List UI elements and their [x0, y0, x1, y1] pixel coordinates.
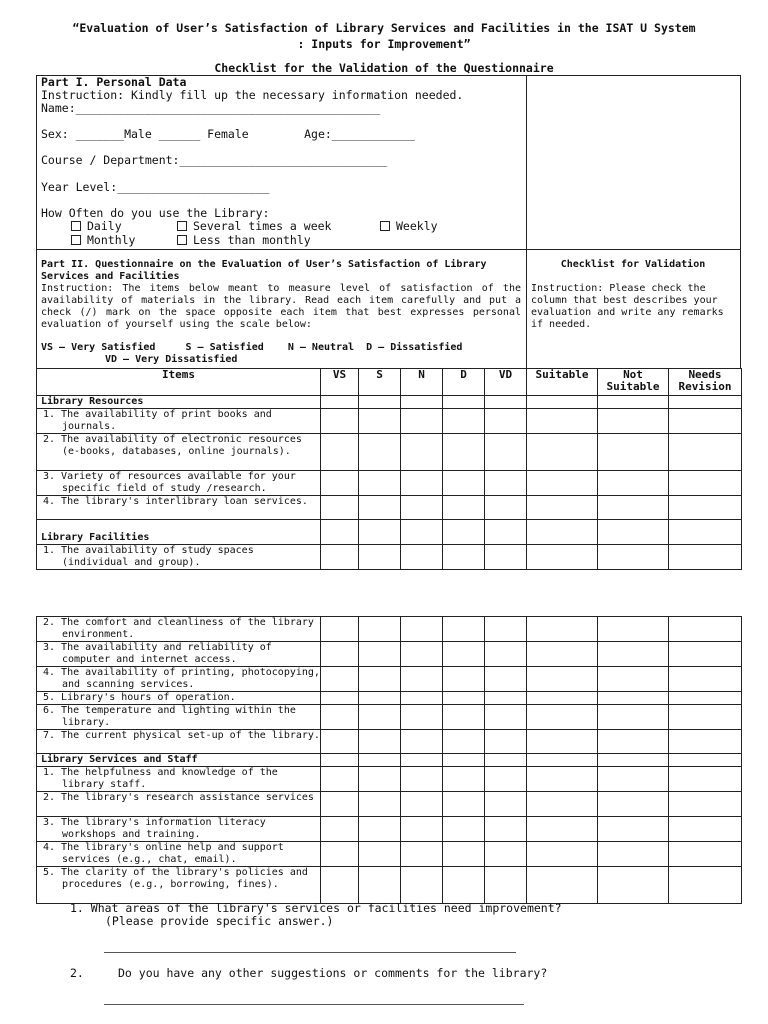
rating-cell-suitable[interactable]: [527, 434, 598, 471]
rating-cell-d[interactable]: [443, 817, 485, 842]
document-title-line2: : Inputs for Improvement”: [297, 37, 471, 51]
item-cell: [37, 842, 321, 867]
column-header-d: D: [443, 369, 485, 396]
item-cell: [37, 817, 321, 842]
item-text: 3. Variety of resources available for your specific field of study /research.: [43, 471, 296, 494]
rating-cell-suitable[interactable]: [527, 667, 598, 692]
rating-scale-line2: VD – Very Dissatisfied: [105, 354, 238, 365]
rating-cell-s[interactable]: [359, 409, 401, 434]
checkbox-icon[interactable]: [71, 235, 81, 245]
rating-cell-vd[interactable]: [485, 692, 527, 705]
rating-cell-n[interactable]: [401, 867, 443, 904]
item-cell: [37, 792, 321, 817]
item-text: 1. The availability of print books and journals.: [43, 409, 272, 432]
table-row: [37, 545, 742, 570]
part1-instruction: Instruction: Kindly fill up the necessary information needed.: [41, 88, 464, 102]
part2-heading: Part II. Questionnaire on the Evaluation of User’s Satisfaction of Library Services and Facilities: [41, 259, 487, 282]
rating-cell-n[interactable]: [401, 842, 443, 867]
checkbox-icon[interactable]: [177, 235, 187, 245]
rating-cell-not-suitable[interactable]: [598, 434, 669, 471]
open-question-1-note: (Please provide specific answer.): [105, 914, 334, 928]
rating-cell-s[interactable]: [359, 471, 401, 496]
option-monthly[interactable]: Monthly: [71, 234, 135, 247]
rating-cell-d[interactable]: [443, 545, 485, 570]
item-text: 3. The availability and reliability of computer and internet access.: [43, 642, 272, 665]
rating-cell-d[interactable]: [443, 396, 485, 409]
rating-cell-d[interactable]: [443, 767, 485, 792]
table-header-row: [37, 369, 742, 396]
rating-cell-vs[interactable]: [321, 817, 359, 842]
item-cell: [37, 730, 321, 754]
rating-cell-vd[interactable]: [485, 792, 527, 817]
rating-cell-suitable[interactable]: [527, 617, 598, 642]
item-text: 4. The availability of printing, photocopying, and scanning services.: [43, 667, 320, 690]
column-header-suitable: Suitable: [527, 369, 598, 396]
rating-cell-suitable[interactable]: [527, 792, 598, 817]
rating-cell-vd[interactable]: [485, 496, 527, 520]
rating-cell-suitable[interactable]: [527, 642, 598, 667]
rating-cell-d[interactable]: [443, 754, 485, 767]
rating-cell-suitable[interactable]: [527, 471, 598, 496]
answer-line-2[interactable]: [104, 1004, 524, 1005]
rating-cell-d[interactable]: [443, 692, 485, 705]
rating-cell-n[interactable]: [401, 754, 443, 767]
rating-cell-needs-revision[interactable]: [669, 667, 742, 692]
rating-cell-s[interactable]: [359, 842, 401, 867]
rating-cell-needs-revision[interactable]: [669, 867, 742, 904]
option-weekly[interactable]: Weekly: [380, 220, 438, 233]
rating-cell-d[interactable]: [443, 434, 485, 471]
rating-cell-vs[interactable]: [321, 792, 359, 817]
rating-cell-needs-revision[interactable]: [669, 396, 742, 409]
rating-cell-s[interactable]: [359, 705, 401, 730]
rating-cell-vs[interactable]: [321, 545, 359, 570]
table-row: [37, 867, 742, 904]
rating-cell-vs[interactable]: [321, 396, 359, 409]
section-label: [37, 396, 321, 409]
rating-cell-suitable[interactable]: [527, 817, 598, 842]
rating-cell-needs-revision[interactable]: [669, 705, 742, 730]
rating-cell-suitable[interactable]: [527, 496, 598, 520]
rating-cell-vd[interactable]: [485, 642, 527, 667]
rating-cell-needs-revision[interactable]: [669, 409, 742, 434]
item-cell: [37, 496, 321, 520]
rating-cell-vd[interactable]: [485, 867, 527, 904]
questionnaire-table-page1: [36, 368, 742, 570]
validation-heading: Checklist for Validation: [560, 259, 706, 270]
table-row: [37, 817, 742, 842]
document-title-line1: “Evaluation of User’s Satisfaction of Library Services and Facilities in the ISAT U System: [72, 21, 696, 35]
item-cell: [37, 545, 321, 570]
table-row: [37, 667, 742, 692]
rating-cell-needs-revision[interactable]: [669, 754, 742, 767]
library-frequency-question: How Often do you use the Library:: [41, 206, 270, 220]
rating-cell-s[interactable]: [359, 767, 401, 792]
rating-cell-not-suitable[interactable]: [598, 730, 669, 754]
item-cell: [37, 705, 321, 730]
item-cell: [37, 692, 321, 705]
table-row: [37, 617, 742, 642]
answer-line-1[interactable]: [104, 952, 516, 953]
rating-cell-d[interactable]: [443, 642, 485, 667]
rating-cell-n[interactable]: [401, 434, 443, 471]
rating-cell-d[interactable]: [443, 409, 485, 434]
section-title: Library Services and Staff: [41, 754, 198, 765]
rating-cell-vd[interactable]: [485, 396, 527, 409]
table-row: [37, 792, 742, 817]
rating-cell-vs[interactable]: [321, 842, 359, 867]
rating-cell-n[interactable]: [401, 496, 443, 520]
rating-cell-not-suitable[interactable]: [598, 667, 669, 692]
course-department-field[interactable]: Course / Department:______________________________: [41, 153, 388, 167]
rating-cell-suitable[interactable]: [527, 705, 598, 730]
rating-cell-not-suitable[interactable]: [598, 692, 669, 705]
table-row: [37, 730, 742, 754]
rating-cell-n[interactable]: [401, 520, 443, 545]
table-row: [37, 842, 742, 867]
rating-cell-s[interactable]: [359, 667, 401, 692]
rating-cell-n[interactable]: [401, 692, 443, 705]
rating-cell-suitable[interactable]: [527, 692, 598, 705]
rating-cell-needs-revision[interactable]: [669, 471, 742, 496]
table-row: [37, 767, 742, 792]
table-row: [37, 434, 742, 471]
rating-cell-s[interactable]: [359, 642, 401, 667]
validation-column-divider: [526, 75, 527, 370]
item-cell: [37, 867, 321, 904]
rating-cell-d[interactable]: [443, 842, 485, 867]
item-cell: [37, 667, 321, 692]
checkbox-icon[interactable]: [380, 221, 390, 231]
rating-cell-vd[interactable]: [485, 754, 527, 767]
rating-cell-s[interactable]: [359, 792, 401, 817]
rating-cell-vd[interactable]: [485, 545, 527, 570]
rating-cell-n[interactable]: [401, 617, 443, 642]
rating-cell-vd[interactable]: [485, 767, 527, 792]
rating-cell-d[interactable]: [443, 667, 485, 692]
checkbox-icon[interactable]: [177, 221, 187, 231]
rating-cell-not-suitable[interactable]: [598, 867, 669, 904]
rating-cell-d[interactable]: [443, 617, 485, 642]
open-question-2-number: 2.: [70, 966, 84, 980]
item-text: 6. The temperature and lighting within the library.: [43, 705, 296, 728]
open-question-1: 1. What areas of the library's services or facilities need improvement?: [70, 901, 562, 915]
rating-cell-s[interactable]: [359, 817, 401, 842]
rating-cell-d[interactable]: [443, 792, 485, 817]
rating-cell-suitable[interactable]: [527, 842, 598, 867]
rating-cell-vs[interactable]: [321, 617, 359, 642]
table-row: [37, 705, 742, 730]
item-cell: [37, 471, 321, 496]
item-cell: [37, 642, 321, 667]
item-text: 4. The library's interlibrary loan services.: [43, 496, 308, 507]
rating-cell-vs[interactable]: [321, 692, 359, 705]
rating-cell-s[interactable]: [359, 730, 401, 754]
rating-cell-vs[interactable]: [321, 434, 359, 471]
section-label: [37, 754, 321, 767]
rating-cell-s[interactable]: [359, 396, 401, 409]
rating-cell-vd[interactable]: [485, 705, 527, 730]
rating-cell-needs-revision[interactable]: [669, 817, 742, 842]
rating-cell-vd[interactable]: [485, 667, 527, 692]
item-cell: [37, 767, 321, 792]
rating-cell-n[interactable]: [401, 730, 443, 754]
rating-cell-n[interactable]: [401, 767, 443, 792]
rating-scale-line1: VS – Very Satisfied S – Satisfied N – Neutral D – Dissatisfied: [41, 342, 463, 353]
rating-cell-needs-revision[interactable]: [669, 642, 742, 667]
column-header-s: S: [359, 369, 401, 396]
rating-cell-vs[interactable]: [321, 730, 359, 754]
table-row: [37, 496, 742, 520]
section-title: Library Resources: [41, 396, 144, 407]
rating-cell-vd[interactable]: [485, 409, 527, 434]
rating-cell-needs-revision[interactable]: [669, 730, 742, 754]
section-header-row: [37, 520, 742, 545]
table-row: [37, 642, 742, 667]
item-text: 1. The helpfulness and knowledge of the library staff.: [43, 767, 278, 790]
column-header-n: N: [401, 369, 443, 396]
rating-cell-s[interactable]: [359, 520, 401, 545]
rating-cell-s[interactable]: [359, 754, 401, 767]
item-cell: [37, 434, 321, 471]
rating-cell-d[interactable]: [443, 520, 485, 545]
item-text: 1. The availability of study spaces (individual and group).: [43, 545, 254, 568]
rating-cell-not-suitable[interactable]: [598, 842, 669, 867]
rating-cell-vd[interactable]: [485, 434, 527, 471]
option-daily[interactable]: Daily: [71, 220, 122, 233]
rating-cell-not-suitable[interactable]: [598, 642, 669, 667]
rating-cell-s[interactable]: [359, 545, 401, 570]
item-text: 2. The comfort and cleanliness of the library environment.: [43, 617, 314, 640]
rating-cell-vd[interactable]: [485, 842, 527, 867]
item-text: 5. Library's hours of operation.: [43, 692, 236, 703]
section-header-row: [37, 396, 742, 409]
rating-cell-not-suitable[interactable]: [598, 617, 669, 642]
rating-cell-s[interactable]: [359, 617, 401, 642]
validation-instruction: Instruction: Please check the column that best describes your evaluation and write any remarks if needed.: [531, 283, 724, 330]
sex-age-field[interactable]: Sex: _______Male ______ Female Age:____________: [41, 127, 415, 141]
checkbox-icon[interactable]: [71, 221, 81, 231]
rating-cell-needs-revision[interactable]: [669, 692, 742, 705]
rating-cell-n[interactable]: [401, 471, 443, 496]
rating-cell-n[interactable]: [401, 396, 443, 409]
rating-cell-d[interactable]: [443, 867, 485, 904]
item-text: 3. The library's information literacy workshops and training.: [43, 817, 266, 840]
table-row: [37, 409, 742, 434]
part1-heading: Part I. Personal Data: [41, 75, 187, 89]
rating-cell-d[interactable]: [443, 705, 485, 730]
rating-cell-vd[interactable]: [485, 730, 527, 754]
rating-cell-n[interactable]: [401, 545, 443, 570]
rating-cell-not-suitable[interactable]: [598, 396, 669, 409]
rating-cell-not-suitable[interactable]: [598, 471, 669, 496]
rating-cell-not-suitable[interactable]: [598, 792, 669, 817]
rating-cell-s[interactable]: [359, 867, 401, 904]
rating-cell-vd[interactable]: [485, 520, 527, 545]
rating-cell-s[interactable]: [359, 434, 401, 471]
rating-cell-vs[interactable]: [321, 496, 359, 520]
rating-cell-vs[interactable]: [321, 471, 359, 496]
rating-cell-vs[interactable]: [321, 867, 359, 904]
item-text: 7. The current physical set-up of the library.: [43, 730, 320, 741]
column-header-not-suitable: Not Suitable: [598, 369, 669, 396]
part2-instruction: Instruction: The items below meant to measure level of satisfaction of the availability of materials in the library. Read each item carefully and put a check (/) mark on the space opposite each item that best expresses personal evaluation of yourself using the scale below:: [41, 283, 521, 330]
section-label: [37, 520, 321, 545]
rating-cell-suitable[interactable]: [527, 754, 598, 767]
part2-left-border: [36, 249, 37, 369]
column-header-needs-revision: Needs Revision: [669, 369, 742, 396]
rating-cell-not-suitable[interactable]: [598, 409, 669, 434]
open-question-2: Do you have any other suggestions or comments for the library?: [118, 966, 548, 980]
questionnaire-table-page2: [36, 616, 742, 904]
rating-cell-needs-revision[interactable]: [669, 520, 742, 545]
rating-cell-not-suitable[interactable]: [598, 705, 669, 730]
rating-cell-suitable[interactable]: [527, 545, 598, 570]
rating-cell-vd[interactable]: [485, 817, 527, 842]
rating-cell-not-suitable[interactable]: [598, 496, 669, 520]
rating-cell-not-suitable[interactable]: [598, 520, 669, 545]
rating-cell-needs-revision[interactable]: [669, 496, 742, 520]
item-text: 4. The library's online help and support services (e.g., chat, email).: [43, 842, 284, 865]
rating-cell-vs[interactable]: [321, 754, 359, 767]
rating-cell-suitable[interactable]: [527, 867, 598, 904]
item-text: 5. The clarity of the library's policies and procedures (e.g., borrowing, fines).: [43, 867, 308, 890]
rating-cell-needs-revision[interactable]: [669, 792, 742, 817]
rating-cell-s[interactable]: [359, 692, 401, 705]
rating-cell-needs-revision[interactable]: [669, 767, 742, 792]
item-cell: [37, 409, 321, 434]
item-text: 2. The library's research assistance services: [43, 792, 314, 803]
rating-cell-needs-revision[interactable]: [669, 617, 742, 642]
rating-cell-n[interactable]: [401, 817, 443, 842]
table-row: [37, 471, 742, 496]
option-less-than-monthly[interactable]: Less than monthly: [177, 234, 311, 247]
rating-cell-vd[interactable]: [485, 617, 527, 642]
rating-cell-vd[interactable]: [485, 471, 527, 496]
rating-cell-vs[interactable]: [321, 767, 359, 792]
rating-cell-n[interactable]: [401, 705, 443, 730]
item-text: 2. The availability of electronic resources (e-books, databases, online journals).: [43, 434, 302, 457]
rating-cell-d[interactable]: [443, 496, 485, 520]
rating-cell-suitable[interactable]: [527, 409, 598, 434]
rating-cell-suitable[interactable]: [527, 520, 598, 545]
rating-cell-not-suitable[interactable]: [598, 817, 669, 842]
rating-cell-needs-revision[interactable]: [669, 545, 742, 570]
rating-cell-n[interactable]: [401, 792, 443, 817]
year-level-field[interactable]: Year Level:______________________: [41, 180, 270, 194]
rating-cell-not-suitable[interactable]: [598, 545, 669, 570]
column-header-vs: VS: [321, 369, 359, 396]
rating-cell-vs[interactable]: [321, 409, 359, 434]
rating-cell-d[interactable]: [443, 471, 485, 496]
rating-cell-vs[interactable]: [321, 667, 359, 692]
section-title: Library Facilities: [41, 532, 150, 543]
rating-cell-n[interactable]: [401, 642, 443, 667]
rating-cell-not-suitable[interactable]: [598, 767, 669, 792]
rating-cell-not-suitable[interactable]: [598, 754, 669, 767]
document-subtitle: Checklist for the Validation of the Questionnaire: [214, 61, 554, 75]
rating-cell-suitable[interactable]: [527, 767, 598, 792]
rating-cell-suitable[interactable]: [527, 396, 598, 409]
rating-cell-suitable[interactable]: [527, 730, 598, 754]
rating-cell-vs[interactable]: [321, 705, 359, 730]
column-header-items: Items: [37, 369, 321, 396]
item-cell: [37, 617, 321, 642]
rating-cell-needs-revision[interactable]: [669, 434, 742, 471]
rating-cell-needs-revision[interactable]: [669, 842, 742, 867]
rating-cell-s[interactable]: [359, 496, 401, 520]
column-header-vd: VD: [485, 369, 527, 396]
rating-cell-n[interactable]: [401, 667, 443, 692]
table-row: [37, 692, 742, 705]
rating-cell-vs[interactable]: [321, 520, 359, 545]
rating-cell-vs[interactable]: [321, 642, 359, 667]
section-header-row: [37, 754, 742, 767]
rating-cell-n[interactable]: [401, 409, 443, 434]
part2-right-border: [740, 249, 741, 369]
rating-cell-d[interactable]: [443, 730, 485, 754]
option-several-times-a-week[interactable]: Several times a week: [177, 220, 331, 233]
name-field[interactable]: Name:____________________________________________: [41, 101, 381, 115]
